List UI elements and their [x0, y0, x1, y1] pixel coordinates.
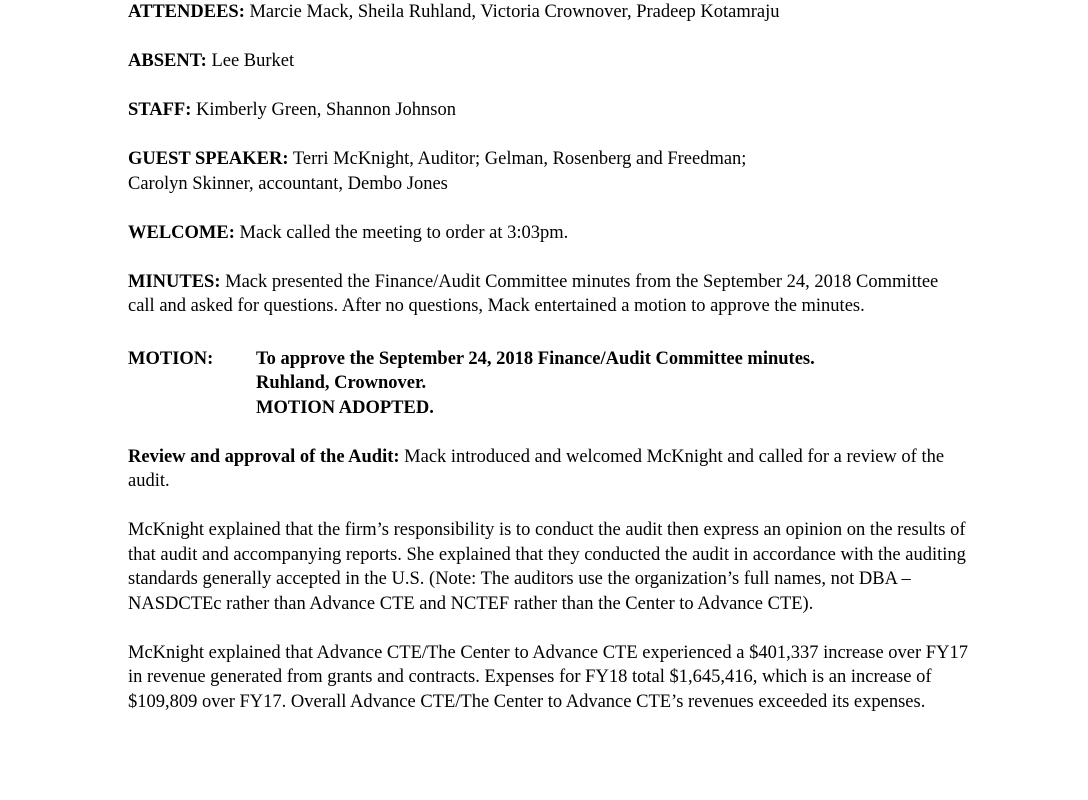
minutes-text: Mack presented the Finance/Audit Committee minutes from the September 24, 2018 Committee call and asked for questions. After no questions, Mack entertained a motion to approve the minutes. [128, 271, 939, 316]
staff-text: Kimberly Green, Shannon Johnson [191, 100, 457, 120]
audit-review-label: Review and approval of the Audit: [128, 446, 400, 467]
attendees-paragraph [128, 0, 968, 25]
staff-paragraph [128, 98, 968, 123]
welcome-label: WELCOME: [128, 222, 235, 243]
absent-paragraph [128, 49, 968, 74]
minutes-paragraph [128, 270, 968, 319]
guest-speaker-line2: Carolyn Skinner, accountant, Dembo Jones [128, 173, 448, 194]
guest-speaker-paragraph [128, 147, 968, 196]
audit-review-text: Mack introduced and welcomed McKnight and called for a review of the audit. [128, 446, 945, 491]
welcome-text: Mack called the meeting to order at 3:03pm. [234, 222, 569, 243]
motion-line2: Ruhland, Crownover. [256, 373, 427, 393]
responsibility-paragraph: McKnight explained that the firm’s responsibility is to conduct the audit then express an opinion on the results of that audit and accompanying reports. She explained that they conducted the audit in accordance with the auditing standards generally accepted in the U.S. (Note: The auditors use the organization’s full names, not DBA – NASDCTEc rather than Advance CTE and NCTEF rather than the Center to Advance CTE). [128, 520, 966, 614]
motion-lines [256, 347, 815, 421]
welcome-paragraph [128, 221, 968, 246]
revenue-paragraph: McKnight explained that Advance CTE/The Center to Advance CTE experienced a $401,337 increase over FY17 in revenue generated from grants and contracts. Expenses for FY18 total $1,645,416, which is an increase of $109,809 over FY17. Overall Advance CTE/The Center to Advance CTE’s revenues exceeded its expenses. [128, 642, 968, 712]
attendees-text: Marcie Mack, Sheila Ruhland, Victoria Crownover, Pradeep Kotamraju [244, 2, 780, 22]
attendees-label: ATTENDEES: [128, 2, 245, 22]
motion-label: MOTION: [128, 348, 214, 369]
audit-review-paragraph [128, 445, 968, 494]
motion-line3: MOTION ADOPTED. [256, 397, 434, 418]
guest-speaker-label: GUEST SPEAKER: [128, 149, 289, 169]
motion-line1: To approve the September 24, 2018 Finance/Audit Committee minutes. [256, 348, 815, 369]
motion-block [128, 347, 968, 421]
absent-label: ABSENT: [128, 51, 207, 71]
staff-label: STAFF: [128, 100, 192, 120]
minutes-document [128, 0, 968, 714]
absent-text: Lee Burket [206, 51, 295, 71]
guest-speaker-line1: Terri McKnight, Auditor; Gelman, Rosenberg and Freedman; [288, 149, 747, 169]
minutes-label: MINUTES: [128, 271, 221, 292]
